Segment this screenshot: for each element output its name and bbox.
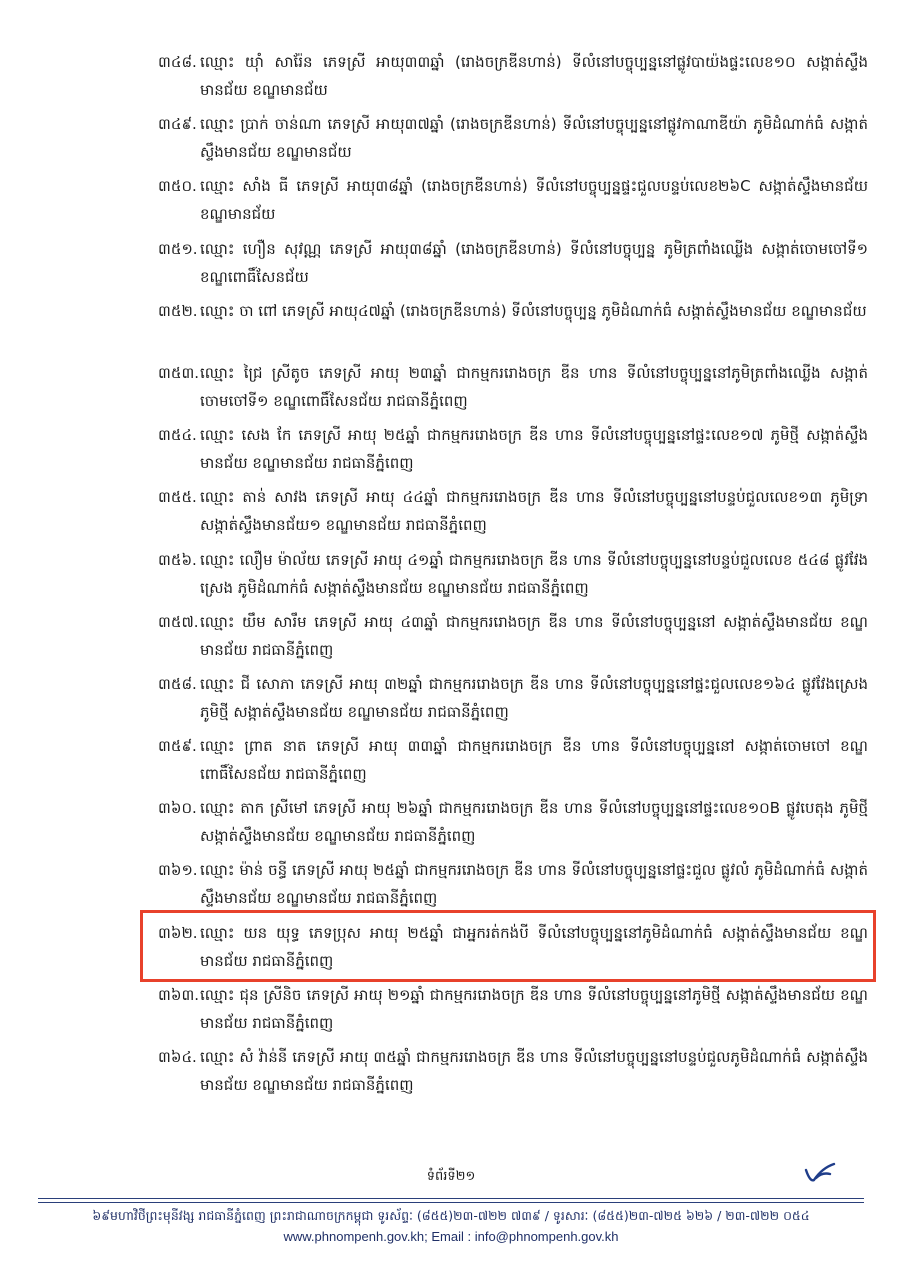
footer-address: ៦៩មហាវិថីព្រះមុនីវង្ស រាជធានីភ្នំពេញ ព្រះរាជាណាចក្រកម្ពុជា ទូរស័ព្ទៈ (៨៥៥)២៣-៧២២ ៧៣៩ / ទូរសារៈ (៨៥៥)២៣-៧២៥ ៦២៦ / ២៣-៧២២ ០៥៤ xyxy=(92,1208,810,1223)
list-item xyxy=(158,600,868,662)
list-item xyxy=(158,538,868,600)
entry-text: ឈ្មោះ យន យុទ្ធ ភេទប្រុស អាយុ ២៥ឆ្នាំ ជាអ្នករត់កង់បី ទីលំនៅបច្ចុប្បន្ននៅភូមិដំណាក់ធំ សង្កាត់ស្ទឹងមានជ័យ ខណ្ឌមានជ័យ រាជធានីភ្នំពេញ xyxy=(200,923,868,970)
page-number: ទំព័រទី២១ xyxy=(426,1169,476,1184)
list-item xyxy=(158,227,868,289)
entry-number: ៣៥៨. xyxy=(158,674,197,693)
list-item xyxy=(158,289,868,351)
entry-number: ៣៥៧. xyxy=(158,612,199,631)
entry-number: ៣៥៥. xyxy=(158,488,197,507)
list-item xyxy=(158,786,868,848)
entry-text: ឈ្មោះ ជី សោភា ភេទស្រី អាយុ ៣២ឆ្នាំ ជាកម្មកររោងចក្រ ឌីន ហាន ទីលំនៅបច្ចុប្បន្ននៅផ្ទះជួលលេខ១៦៤ ផ្លូវវែងស្រេង ភូមិថ្មី សង្កាត់ស្ទឹងមានជ័យ ខណ្ឌមានជ័យ រាជធានីភ្នំពេញ xyxy=(200,674,868,721)
list-item xyxy=(158,973,868,1035)
list-item xyxy=(158,351,868,413)
entry-number: ៣៥៤. xyxy=(158,426,197,445)
list-item xyxy=(158,662,868,724)
footer-contact-link[interactable]: www.phnompenh.gov.kh; Email : info@phnompenh.gov.kh xyxy=(283,1229,619,1244)
list-item xyxy=(158,164,868,226)
footer-divider xyxy=(38,1198,864,1199)
entry-number: ៣៤៩. xyxy=(158,115,197,134)
entry-number: ៣៦៣. xyxy=(158,985,200,1004)
entry-text: ឈ្មោះ ជុន ស្រីនិច ភេទស្រី អាយុ ២១ឆ្នាំ ជាកម្មកររោងចក្រ ឌីន ហាន ទីលំនៅបច្ចុប្បន្ននៅភូមិថ្មី សង្កាត់ស្ទឹងមានជ័យ ខណ្ឌមានជ័យ រាជធានីភ្នំពេញ xyxy=(200,985,868,1032)
list-item xyxy=(158,848,868,910)
entry-text: ឈ្មោះ ជ្រៃ ស្រីតូច ភេទស្រី អាយុ ២៣ឆ្នាំ ជាកម្មកររោងចក្រ ឌីន ហាន ទីលំនៅបច្ចុប្បន្ននៅភូមិត្រពាំងឈ្លើង សង្កាត់ចោមចៅទី១ ខណ្ឌពោធិ៍សែនជ័យ រាជធានីភ្នំពេញ xyxy=(200,363,868,410)
entry-text: ឈ្មោះ ម៉ាន់ ចន្ធី ភេទស្រី អាយុ ២៥ឆ្នាំ ជាកម្មកររោងចក្រ ឌីន ហាន ទីលំនៅបច្ចុប្បន្ននៅផ្ទះជួល ផ្លូវលំ ភូមិដំណាក់ធំ សង្កាត់ស្ទឹងមានជ័យ ខណ្ឌមានជ័យ រាជធានីភ្នំពេញ xyxy=(200,861,868,908)
list-item xyxy=(158,40,868,102)
entry-number: ៣៥៩. xyxy=(158,737,197,756)
list-item xyxy=(158,102,868,164)
signature-mark-icon xyxy=(800,1158,840,1188)
entry-text: ឈ្មោះ តាន់ សាវង ភេទស្រី អាយុ ៤៤ឆ្នាំ ជាកម្មកររោងចក្រ ឌីន ហាន ទីលំនៅបច្ចុប្បន្ននៅបន្ទប់ជួលលេខ១៣ ភូមិទ្រា សង្កាត់ស្ទឹងមានជ័យ១ ខណ្ឌមានជ័យ រាជធានីភ្នំពេញ xyxy=(200,488,868,535)
entry-number: ៣៥៣. xyxy=(158,363,200,382)
list-item xyxy=(158,413,868,475)
entry-number: ៣៦៤. xyxy=(158,1048,197,1066)
entry-number: ៣៥៦. xyxy=(158,550,197,569)
entry-number: ៣៥០. xyxy=(158,177,197,196)
entry-text: ឈ្មោះ សេង កែ ភេទស្រី អាយុ ២៥ឆ្នាំ ជាកម្មកររោងចក្រ ឌីន ហាន ទីលំនៅបច្ចុប្បន្ននៅផ្ទះលេខ១៧ ភូមិថ្មី សង្កាត់ស្ទឹងមានជ័យ ខណ្ឌមានជ័យ រាជធានីភ្នំពេញ xyxy=(200,426,868,473)
entry-number: ៣៤៨. xyxy=(158,53,197,71)
entry-text: ឈ្មោះ យ៉ាំ សារ៉ែន ភេទស្រី អាយុ៣៣ឆ្នាំ (រោងចក្រឌីនហាន់) ទីលំនៅបច្ចុប្បន្ននៅផ្លូវបាយ៉ងផ្ទះលេខ១០ សង្កាត់ស្ទឹងមានជ័យ ខណ្ឌមានជ័យ xyxy=(200,53,868,99)
entry-text: ឈ្មោះ លឿម ម៉ាល័យ ភេទស្រី អាយុ ៤១ឆ្នាំ ជាកម្មកររោងចក្រ ឌីន ហាន ទីលំនៅបច្ចុប្បន្ននៅបន្ទប់ជួលលេខ ៥៤៨ ផ្លូវវែងស្រេង ភូមិដំណាក់ធំ សង្កាត់ស្ទឹងមានជ័យ ខណ្ឌមានជ័យ រាជធានីភ្នំពេញ xyxy=(200,550,868,597)
entry-text: ឈ្មោះ ហឿន សុវណ្ណ ភេទស្រី អាយុ៣៨ឆ្នាំ (រោងចក្រឌីនហាន់) ទីលំនៅបច្ចុប្បន្ន ភូមិត្រពាំងឈ្លើង សង្កាត់ចោមចៅទី១ ខណ្ឌពោធិ៍សែនជ័យ xyxy=(200,239,868,286)
entry-number: ៣៦០. xyxy=(158,799,197,818)
footer xyxy=(30,1206,872,1248)
entry-text: ឈ្មោះ ព្រាត នាត ភេទស្រី អាយុ ៣៣ឆ្នាំ ជាកម្មកររោងចក្រ ឌីន ហាន ទីលំនៅបច្ចុប្បន្ននៅ សង្កាត់ចោមចៅ ខណ្ឌពោធិ៍សែនជ័យ រាជធានីភ្នំពេញ xyxy=(200,737,868,784)
entry-text: ឈ្មោះ សំ វ៉ាន់នី ភេទស្រី អាយុ ៣៥ឆ្នាំ ជាកម្មកររោងចក្រ ឌីន ហាន ទីលំនៅបច្ចុប្បន្ននៅបន្ទប់ជួលភូមិដំណាក់ធំ សង្កាត់ស្ទឹងមានជ័យ ខណ្ឌមានជ័យ រាជធានីភ្នំពេញ xyxy=(200,1048,868,1094)
entry-text: ឈ្មោះ ប្រាក់ ចាន់ណា ភេទស្រី អាយុ៣៧ឆ្នាំ (រោងចក្រឌីនហាន់) ទីលំនៅបច្ចុប្បន្ននៅផ្លូវកាណាឌីយ៉ា ភូមិដំណាក់ធំ សង្កាត់ស្ទឹងមានជ័យ ខណ្ឌមានជ័យ xyxy=(200,115,868,162)
list-item xyxy=(158,724,868,786)
entry-number: ៣៥២. xyxy=(158,301,198,320)
entry-number: ៣៦២. xyxy=(158,923,198,942)
entry-number: ៣៥១. xyxy=(158,239,198,258)
entry-number: ៣៦១. xyxy=(158,861,198,880)
entry-text: ឈ្មោះ សាំង ធី ភេទស្រី អាយុ៣៨ឆ្នាំ (រោងចក្រឌីនហាន់) ទីលំនៅបច្ចុប្បន្នផ្ទះជួលបន្ទប់លេខ២៦C សង្កាត់ស្ទឹងមានជ័យ ខណ្ឌមានជ័យ xyxy=(200,177,868,224)
highlight-box xyxy=(140,910,876,982)
entry-text: ឈ្មោះ តាក ស្រីមៅ ភេទស្រី អាយុ ២៦ឆ្នាំ ជាកម្មកររោងចក្រ ឌីន ហាន ទីលំនៅបច្ចុប្បន្ននៅផ្ទះលេខ១០B ផ្លូវបេតុង ភូមិថ្មី សង្កាត់ស្ទឹងមានជ័យ ខណ្ឌមានជ័យ រាជធានីភ្នំពេញ xyxy=(200,799,868,846)
list-item xyxy=(158,1035,868,1097)
entry-text: ឈ្មោះ ចា ពៅ ភេទស្រី អាយុ៤៧ឆ្នាំ (រោងចក្រឌីនហាន់) ទីលំនៅបច្ចុប្បន្ន ភូមិដំណាក់ធំ សង្កាត់ស្ទឹងមានជ័យ ខណ្ឌមានជ័យ xyxy=(200,301,867,320)
entry-text: ឈ្មោះ យឹម សារឹម ភេទស្រី អាយុ ៤៣ឆ្នាំ ជាកម្មកររោងចក្រ ឌីន ហាន ទីលំនៅបច្ចុប្បន្ននៅ សង្កាត់ស្ទឹងមានជ័យ ខណ្ឌមានជ័យ រាជធានីភ្នំពេញ xyxy=(200,612,868,659)
footer-divider xyxy=(38,1202,864,1203)
list-item xyxy=(158,475,868,537)
